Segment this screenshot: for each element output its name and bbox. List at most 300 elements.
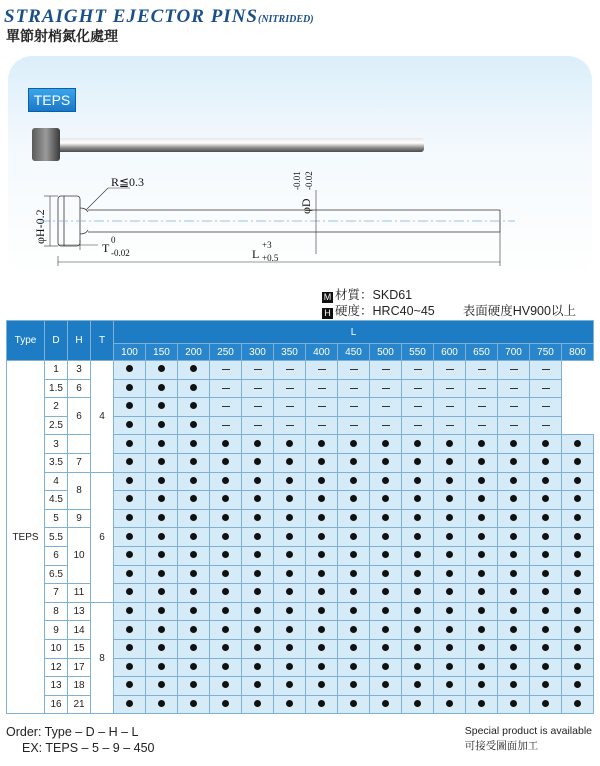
available-dot <box>210 546 242 565</box>
available-dot <box>402 621 434 640</box>
available-dot <box>530 453 562 472</box>
order-example: EX: TEPS – 5 – 9 – 450 <box>22 741 155 755</box>
table-row <box>7 361 594 380</box>
available-dot <box>370 565 402 584</box>
header-h: H <box>68 321 91 361</box>
available-dot <box>498 584 530 603</box>
unavailable-dash <box>498 379 530 398</box>
h-cell: 11 <box>68 584 91 603</box>
available-dot <box>370 602 402 621</box>
available-dot <box>242 658 274 677</box>
available-dot <box>466 621 498 640</box>
available-dot <box>370 639 402 658</box>
available-dot <box>146 658 178 677</box>
size-table <box>6 320 594 714</box>
available-dot <box>274 658 306 677</box>
available-dot <box>306 546 338 565</box>
material-label: 材質 <box>335 288 361 302</box>
available-dot <box>498 435 530 454</box>
available-dot <box>402 546 434 565</box>
unavailable-dash <box>402 398 434 417</box>
available-dot <box>146 639 178 658</box>
unavailable-dash <box>466 379 498 398</box>
available-dot <box>562 621 594 640</box>
available-dot <box>178 639 210 658</box>
length-header: 350 <box>274 344 306 361</box>
available-dot <box>146 398 178 417</box>
pin-photo-shaft <box>56 138 424 152</box>
unavailable-dash <box>370 398 402 417</box>
available-dot <box>306 602 338 621</box>
available-dot <box>210 528 242 547</box>
unavailable-dash <box>530 416 562 435</box>
h-cell: 21 <box>68 695 91 714</box>
available-dot <box>530 658 562 677</box>
available-dot <box>434 528 466 547</box>
d-dim-label: φD <box>299 198 313 214</box>
available-dot <box>562 639 594 658</box>
available-dot <box>274 695 306 714</box>
unavailable-dash <box>306 361 338 380</box>
available-dot <box>114 398 146 417</box>
d-cell: 5.5 <box>45 528 68 547</box>
available-dot <box>210 584 242 603</box>
available-dot <box>562 491 594 510</box>
length-header: 300 <box>242 344 274 361</box>
available-dot <box>338 546 370 565</box>
l-tol-lower: +0.5 <box>262 253 279 263</box>
material-value: SKD61 <box>372 288 413 302</box>
length-header: 800 <box>562 344 594 361</box>
available-dot <box>178 546 210 565</box>
d-cell: 2.5 <box>45 416 68 435</box>
available-dot <box>466 491 498 510</box>
available-dot <box>498 491 530 510</box>
h-cell: 6 <box>68 379 91 398</box>
unavailable-dash <box>274 398 306 417</box>
available-dot <box>562 565 594 584</box>
available-dot <box>434 546 466 565</box>
l-dim-label: L <box>252 247 260 261</box>
available-dot <box>434 435 466 454</box>
available-dot <box>466 584 498 603</box>
available-dot <box>146 695 178 714</box>
t-cell: 6 <box>91 472 114 602</box>
available-dot <box>274 435 306 454</box>
h-cell: 7 <box>68 453 91 472</box>
h-dim-label: φH-0.2 <box>33 209 47 244</box>
available-dot <box>242 528 274 547</box>
available-dot <box>306 491 338 510</box>
order-info <box>6 724 155 756</box>
unavailable-dash <box>274 361 306 380</box>
h-cell: 14 <box>68 621 91 640</box>
t-cell: 8 <box>91 602 114 714</box>
available-dot <box>146 546 178 565</box>
available-dot <box>530 491 562 510</box>
available-dot <box>146 491 178 510</box>
unavailable-dash <box>274 416 306 435</box>
length-header: 750 <box>530 344 562 361</box>
available-dot <box>498 528 530 547</box>
available-dot <box>178 379 210 398</box>
available-dot <box>210 677 242 696</box>
available-dot <box>530 584 562 603</box>
unavailable-dash <box>210 379 242 398</box>
available-dot <box>402 584 434 603</box>
length-header: 400 <box>306 344 338 361</box>
material-icon: M <box>323 292 332 302</box>
available-dot <box>274 584 306 603</box>
h-cell: 8 <box>68 472 91 509</box>
unavailable-dash <box>402 416 434 435</box>
available-dot <box>306 453 338 472</box>
d-cell: 1.5 <box>45 379 68 398</box>
special-note-zh: 可接受圖面加工 <box>464 740 539 752</box>
available-dot <box>210 453 242 472</box>
available-dot <box>242 472 274 491</box>
available-dot <box>146 453 178 472</box>
available-dot <box>498 546 530 565</box>
available-dot <box>274 639 306 658</box>
available-dot <box>338 528 370 547</box>
available-dot <box>434 472 466 491</box>
available-dot <box>498 472 530 491</box>
available-dot <box>562 435 594 454</box>
available-dot <box>370 658 402 677</box>
unavailable-dash <box>338 416 370 435</box>
available-dot <box>370 435 402 454</box>
available-dot <box>466 453 498 472</box>
l-tol-upper: +3 <box>262 240 272 250</box>
available-dot <box>338 584 370 603</box>
unavailable-dash <box>242 416 274 435</box>
available-dot <box>370 528 402 547</box>
unavailable-dash <box>530 361 562 380</box>
unavailable-dash <box>466 398 498 417</box>
available-dot <box>402 509 434 528</box>
available-dot <box>434 621 466 640</box>
available-dot <box>370 584 402 603</box>
available-dot <box>210 435 242 454</box>
table-row <box>7 472 594 491</box>
d-cell: 5 <box>45 509 68 528</box>
available-dot <box>402 528 434 547</box>
header-l: L <box>114 321 594 344</box>
available-dot <box>402 472 434 491</box>
available-dot <box>434 565 466 584</box>
hardness-value: HRC40~45 <box>372 304 435 318</box>
available-dot <box>114 361 146 380</box>
d-cell: 4 <box>45 472 68 491</box>
available-dot <box>434 491 466 510</box>
available-dot <box>114 472 146 491</box>
d-cell: 3 <box>45 435 68 454</box>
unavailable-dash <box>402 361 434 380</box>
available-dot <box>178 565 210 584</box>
available-dot <box>402 565 434 584</box>
available-dot <box>306 435 338 454</box>
available-dot <box>178 472 210 491</box>
available-dot <box>146 472 178 491</box>
unavailable-dash <box>338 398 370 417</box>
unavailable-dash <box>466 416 498 435</box>
available-dot <box>210 695 242 714</box>
available-dot <box>466 528 498 547</box>
available-dot <box>498 658 530 677</box>
available-dot <box>146 677 178 696</box>
d-cell: 13 <box>45 677 68 696</box>
available-dot <box>530 565 562 584</box>
available-dot <box>530 639 562 658</box>
available-dot <box>178 658 210 677</box>
available-dot <box>466 695 498 714</box>
spec-block <box>322 287 576 319</box>
radius-label: R≦0.3 <box>111 175 145 189</box>
available-dot <box>434 639 466 658</box>
available-dot <box>274 453 306 472</box>
unavailable-dash <box>370 361 402 380</box>
unavailable-dash <box>498 398 530 417</box>
available-dot <box>274 509 306 528</box>
available-dot <box>178 528 210 547</box>
available-dot <box>466 546 498 565</box>
length-header: 600 <box>434 344 466 361</box>
available-dot <box>338 435 370 454</box>
available-dot <box>114 491 146 510</box>
available-dot <box>466 677 498 696</box>
available-dot <box>274 546 306 565</box>
available-dot <box>114 453 146 472</box>
available-dot <box>274 528 306 547</box>
available-dot <box>338 658 370 677</box>
available-dot <box>178 491 210 510</box>
available-dot <box>274 565 306 584</box>
available-dot <box>114 658 146 677</box>
available-dot <box>370 491 402 510</box>
available-dot <box>562 528 594 547</box>
length-header: 200 <box>178 344 210 361</box>
h-cell: 13 <box>68 602 91 621</box>
available-dot <box>338 602 370 621</box>
available-dot <box>146 361 178 380</box>
available-dot <box>530 602 562 621</box>
available-dot <box>242 695 274 714</box>
available-dot <box>562 546 594 565</box>
available-dot <box>370 695 402 714</box>
length-header: 550 <box>402 344 434 361</box>
d-cell: 6.5 <box>45 565 68 584</box>
h-cell: 10 <box>68 528 91 584</box>
product-tag: TEPS <box>28 88 76 112</box>
available-dot <box>562 584 594 603</box>
available-dot <box>242 565 274 584</box>
available-dot <box>306 677 338 696</box>
special-note-en: Special product is available <box>464 725 592 737</box>
d-cell: 2 <box>45 398 68 417</box>
available-dot <box>338 695 370 714</box>
available-dot <box>562 658 594 677</box>
available-dot <box>402 602 434 621</box>
h-cell: 6 <box>68 398 91 435</box>
available-dot <box>498 453 530 472</box>
available-dot <box>274 491 306 510</box>
available-dot <box>210 639 242 658</box>
available-dot <box>146 621 178 640</box>
available-dot <box>210 565 242 584</box>
available-dot <box>178 361 210 380</box>
available-dot <box>178 621 210 640</box>
unavailable-dash <box>530 398 562 417</box>
available-dot <box>338 621 370 640</box>
available-dot <box>210 472 242 491</box>
available-dot <box>562 695 594 714</box>
surface-hardness-value: 表面硬度HV900以上 <box>462 304 576 318</box>
available-dot <box>146 584 178 603</box>
available-dot <box>562 602 594 621</box>
available-dot <box>498 639 530 658</box>
available-dot <box>146 435 178 454</box>
available-dot <box>434 695 466 714</box>
available-dot <box>114 639 146 658</box>
header-t: T <box>91 321 114 361</box>
available-dot <box>114 695 146 714</box>
available-dot <box>402 435 434 454</box>
available-dot <box>498 695 530 714</box>
h-cell: 3 <box>68 361 91 380</box>
available-dot <box>274 602 306 621</box>
available-dot <box>274 472 306 491</box>
length-header: 150 <box>146 344 178 361</box>
unavailable-dash <box>210 361 242 380</box>
d-cell: 7 <box>45 584 68 603</box>
available-dot <box>306 528 338 547</box>
available-dot <box>434 677 466 696</box>
available-dot <box>498 565 530 584</box>
header-d: D <box>45 321 68 361</box>
available-dot <box>146 379 178 398</box>
available-dot <box>338 565 370 584</box>
available-dot <box>210 602 242 621</box>
length-header: 250 <box>210 344 242 361</box>
available-dot <box>562 509 594 528</box>
available-dot <box>530 509 562 528</box>
length-header: 450 <box>338 344 370 361</box>
available-dot <box>306 621 338 640</box>
technical-drawing <box>0 0 600 290</box>
t-dim-label: T <box>102 241 110 255</box>
d-cell: 8 <box>45 602 68 621</box>
available-dot <box>242 453 274 472</box>
d-cell: 16 <box>45 695 68 714</box>
t-tol-upper: 0 <box>111 235 116 245</box>
available-dot <box>338 677 370 696</box>
available-dot <box>402 453 434 472</box>
available-dot <box>530 435 562 454</box>
available-dot <box>466 472 498 491</box>
available-dot <box>434 453 466 472</box>
unavailable-dash <box>306 416 338 435</box>
unavailable-dash <box>434 379 466 398</box>
d-cell: 10 <box>45 639 68 658</box>
available-dot <box>466 602 498 621</box>
hardness-label: 硬度 <box>335 304 361 318</box>
available-dot <box>114 416 146 435</box>
hardness-icon: H <box>322 308 333 319</box>
available-dot <box>178 584 210 603</box>
available-dot <box>466 509 498 528</box>
h-cell: 17 <box>68 658 91 677</box>
available-dot <box>466 435 498 454</box>
h-cell: 18 <box>68 677 91 696</box>
available-dot <box>178 602 210 621</box>
available-dot <box>178 453 210 472</box>
available-dot <box>210 658 242 677</box>
available-dot <box>178 677 210 696</box>
special-note <box>465 724 592 754</box>
hardness-row: H 硬度：HRC40~45 表面硬度HV900以上 <box>322 303 576 319</box>
available-dot <box>434 602 466 621</box>
available-dot <box>146 416 178 435</box>
available-dot <box>306 509 338 528</box>
unavailable-dash <box>370 416 402 435</box>
available-dot <box>178 695 210 714</box>
unavailable-dash <box>274 379 306 398</box>
available-dot <box>370 546 402 565</box>
unavailable-dash <box>242 361 274 380</box>
available-dot <box>370 509 402 528</box>
available-dot <box>530 546 562 565</box>
unavailable-dash <box>242 379 274 398</box>
available-dot <box>402 677 434 696</box>
unavailable-dash <box>402 379 434 398</box>
available-dot <box>530 677 562 696</box>
available-dot <box>306 658 338 677</box>
available-dot <box>210 621 242 640</box>
available-dot <box>338 491 370 510</box>
available-dot <box>306 472 338 491</box>
unavailable-dash <box>306 398 338 417</box>
d-cell: 4.5 <box>45 491 68 510</box>
available-dot <box>210 491 242 510</box>
available-dot <box>370 677 402 696</box>
available-dot <box>306 565 338 584</box>
available-dot <box>146 565 178 584</box>
available-dot <box>114 584 146 603</box>
available-dot <box>114 509 146 528</box>
available-dot <box>178 509 210 528</box>
unavailable-dash <box>370 379 402 398</box>
d-cell: 9 <box>45 621 68 640</box>
unavailable-dash <box>498 416 530 435</box>
available-dot <box>370 453 402 472</box>
unavailable-dash <box>210 416 242 435</box>
type-cell: TEPS <box>7 361 45 714</box>
available-dot <box>562 677 594 696</box>
unavailable-dash <box>530 379 562 398</box>
h-cell <box>68 435 91 454</box>
available-dot <box>402 658 434 677</box>
t-cell: 4 <box>91 361 114 473</box>
available-dot <box>242 584 274 603</box>
available-dot <box>498 677 530 696</box>
available-dot <box>370 621 402 640</box>
available-dot <box>370 472 402 491</box>
available-dot <box>562 453 594 472</box>
available-dot <box>242 677 274 696</box>
available-dot <box>338 509 370 528</box>
available-dot <box>530 695 562 714</box>
